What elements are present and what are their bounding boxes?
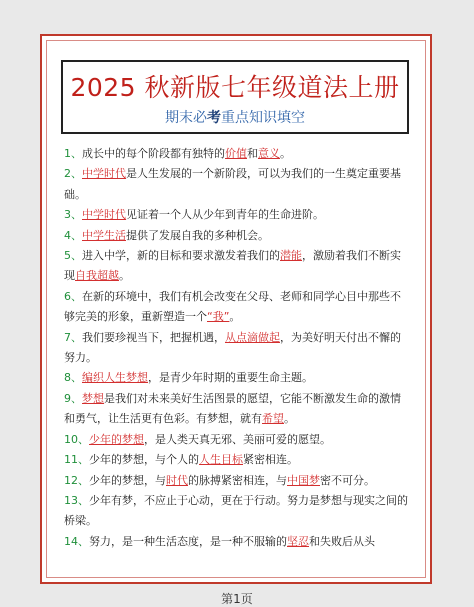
list-item (64, 205, 410, 225)
item-number: 11、 (64, 453, 89, 467)
answer-blank: “我” (207, 310, 230, 324)
item-number: 14、 (64, 534, 89, 548)
item-number: 9、 (64, 391, 82, 405)
item-text: 和失败后从头 (309, 534, 375, 548)
subtitle-part-2: 重点知识填空 (221, 110, 305, 126)
answer-blank: 自我超越 (75, 269, 119, 283)
list-item (64, 328, 410, 369)
answer-blank: 从点滴做起 (225, 330, 280, 344)
item-number: 4、 (64, 228, 82, 242)
list-item (64, 532, 410, 552)
list-item (64, 389, 410, 430)
item-number: 8、 (64, 371, 82, 385)
item-number: 13、 (64, 493, 89, 507)
answer-blank: 希望 (262, 412, 284, 426)
item-text: 少年有梦，不应止于心动，更在于行动。努力是梦想与现实之间的桥梁。 (64, 493, 408, 528)
item-text: 少年的梦想，与 (89, 473, 166, 487)
answer-blank: 时代 (166, 473, 188, 487)
item-text: 是人生发展的一个新阶段，可以为我们的一生奠定重要基础。 (64, 167, 401, 201)
item-number: 10、 (64, 432, 89, 446)
answer-blank: 梦想 (82, 391, 104, 405)
page-title: 2025 秋新版七年级道法上册 (70, 73, 400, 102)
item-text: 提供了发展自我的多种机会。 (126, 228, 269, 242)
item-number: 1、 (64, 147, 82, 160)
page-number: 第1页 (221, 592, 253, 606)
item-text: 。 (119, 269, 130, 283)
item-text: ，激励着我们不断实现 (64, 249, 401, 283)
item-text: 紧密相连。 (243, 453, 298, 467)
fill-in-list (64, 144, 410, 552)
item-text: 。 (280, 147, 291, 160)
item-number: 3、 (64, 208, 82, 222)
item-text: 。 (284, 412, 295, 426)
item-text: 成长中的每个阶段都有独特的 (82, 147, 225, 160)
answer-blank: 少年的梦想 (89, 432, 144, 446)
item-text: 。 (229, 310, 241, 324)
item-text: ，是人类天真无邪、美丽可爱的愿望。 (144, 432, 331, 446)
list-item (64, 246, 410, 287)
subtitle-emphasis: 考 (207, 110, 221, 126)
list-item (64, 430, 410, 450)
list-item (64, 450, 410, 470)
list-item (64, 164, 410, 205)
item-text: 密不可分。 (320, 473, 375, 487)
item-text: 少年的梦想，与个人的 (89, 453, 199, 467)
document-page (40, 34, 432, 584)
item-number: 5、 (64, 249, 82, 263)
item-text: ，是青少年时期的重要生命主题。 (148, 371, 313, 385)
answer-blank: 人生目标 (199, 453, 243, 467)
answer-blank: 中学生活 (82, 228, 126, 242)
item-text: ，为美好明天付出不懈的努力。 (64, 330, 401, 365)
answer-blank: 中学时代 (82, 167, 126, 181)
list-item (64, 471, 410, 491)
answer-blank: 中国梦 (287, 473, 320, 487)
list-item (64, 226, 410, 246)
answer-blank: 坚忍 (287, 534, 309, 548)
item-text: 我们要珍视当下，把握机遇， (82, 330, 225, 344)
page-subtitle (63, 107, 407, 127)
answer-blank: 潜能 (280, 249, 302, 263)
item-number: 6、 (64, 289, 82, 303)
answer-blank: 中学时代 (82, 208, 126, 222)
subtitle-part-1: 期末必 (165, 110, 207, 126)
answer-blank: 意义 (258, 147, 280, 160)
list-item (64, 144, 410, 164)
item-text: 进入中学，新的目标和要求激发着我们的 (82, 249, 280, 263)
list-item (64, 287, 410, 328)
answer-blank: 价值 (225, 147, 247, 160)
item-number: 7、 (64, 330, 82, 344)
item-text: 的脉搏紧密相连，与 (188, 473, 287, 487)
item-number: 2、 (64, 167, 82, 181)
item-text: 是我们对未来美好生活图景的愿望，它能不断激发生命的激情和勇气，让生活更有色彩。有梦想，就有 (64, 391, 401, 426)
item-text: 见证着一个人从少年到青年的生命进阶。 (126, 208, 324, 222)
item-text: 在新的环境中，我们有机会改变在父母、老师和同学心目中那些不够完美的形象，重新塑造一个 (64, 289, 401, 324)
title-box (61, 60, 409, 134)
list-item (64, 368, 410, 388)
item-text: 和 (247, 147, 258, 160)
item-number: 12、 (64, 473, 89, 487)
answer-blank: 编织人生梦想 (82, 371, 148, 385)
item-text: 努力，是一种生活态度，是一种不服输的 (89, 534, 287, 548)
list-item (64, 491, 410, 532)
